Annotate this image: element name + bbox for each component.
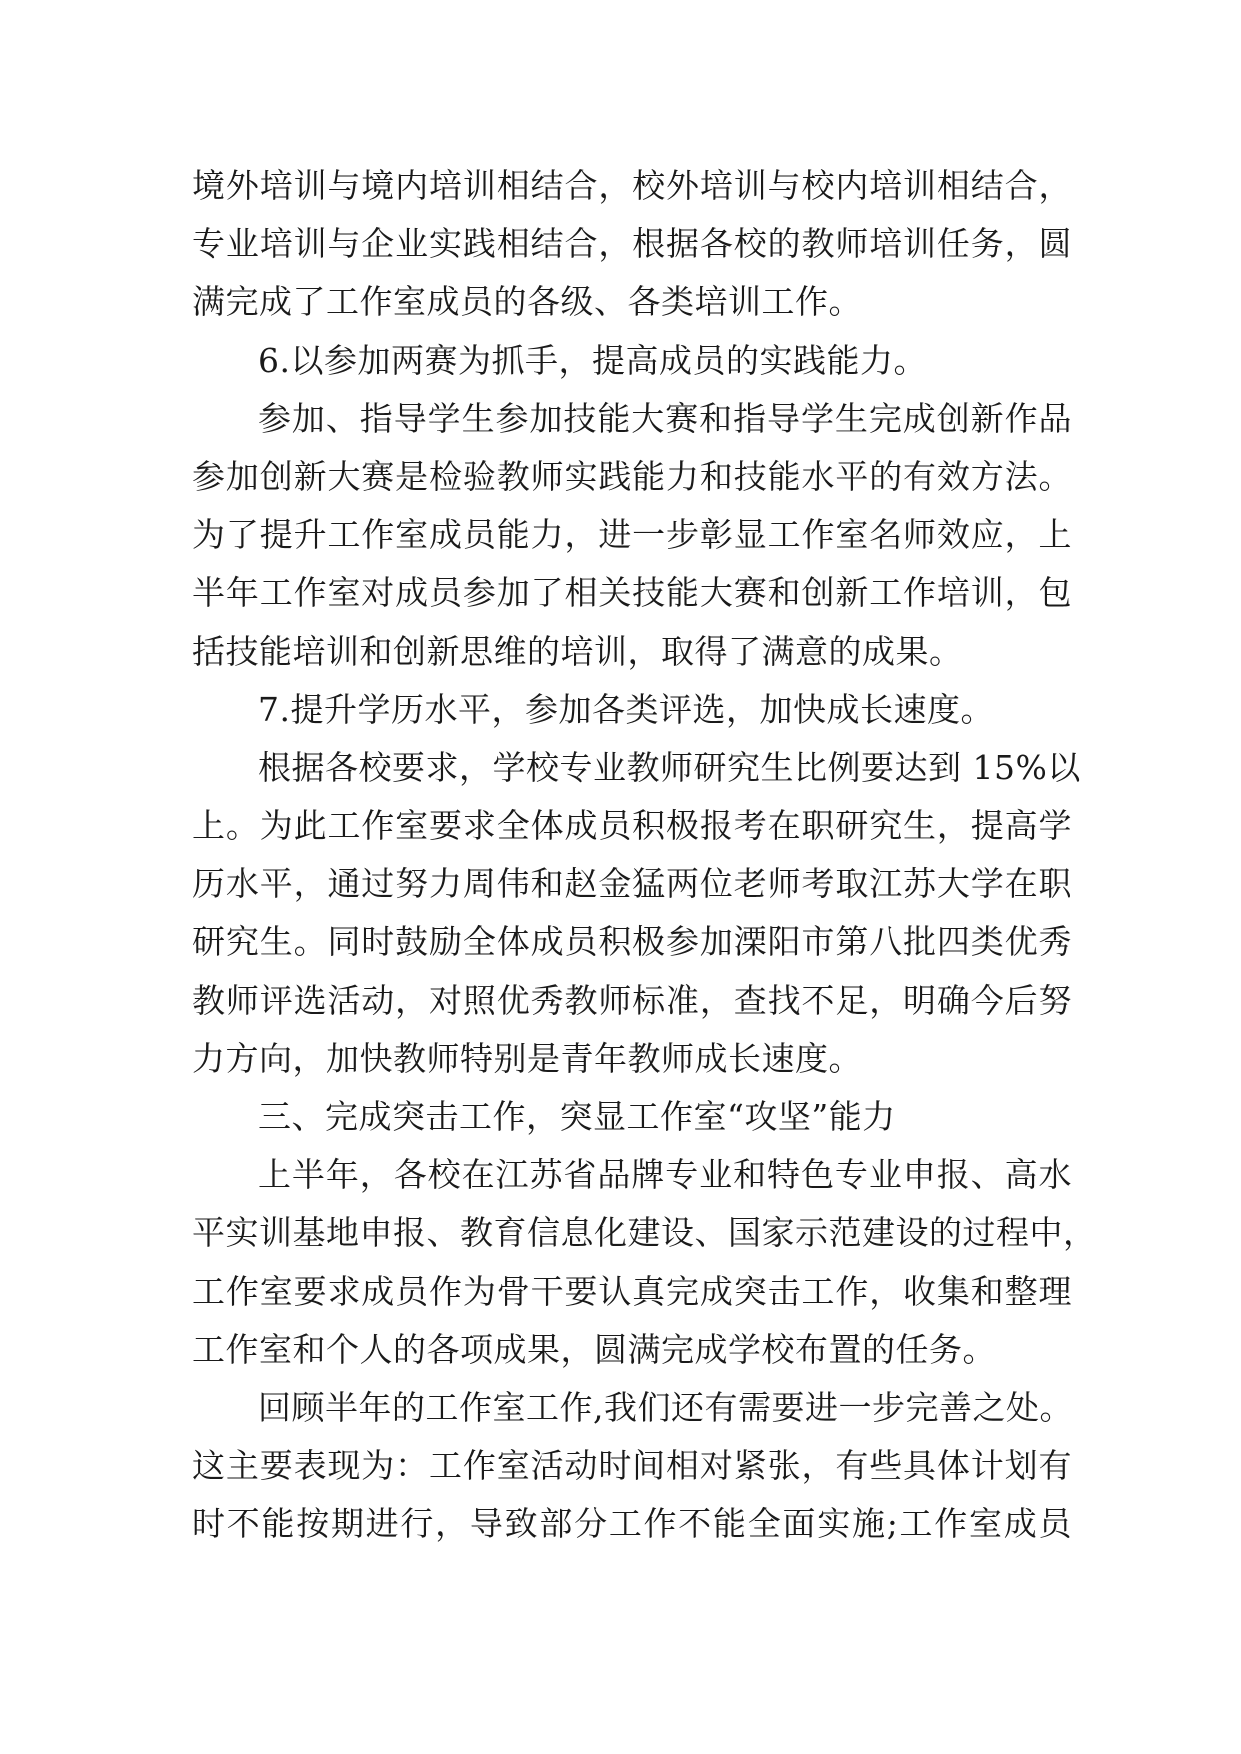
section-heading: 7.提升学历水平，参加各类评选，加快成长速度。	[258, 689, 994, 729]
text-line: 参加创新大赛是检验教师实践能力和技能水平的有效方法。	[192, 456, 1072, 496]
text-line: 专业培训与企业实践相结合，根据各校的教师培训任务，圆	[192, 224, 1072, 264]
text-line: 满完成了工作室成员的各级、各类培训工作。	[192, 282, 862, 322]
text-line: 上。为此工作室要求全体成员积极报考在职研究生，提高学	[192, 806, 1072, 846]
text-line: 为了提升工作室成员能力，进一步彰显工作室名师效应，上	[192, 515, 1072, 555]
text-line: 工作室和个人的各项成果，圆满完成学校布置的任务。	[192, 1329, 996, 1369]
document-body	[192, 157, 1097, 1554]
text-line: 研究生。同时鼓励全体成员积极参加溧阳市第八批四类优秀	[192, 922, 1072, 962]
text-line: 教师评选活动，对照优秀教师标准，查找不足，明确今后努	[192, 980, 1072, 1020]
text-line: 根据各校要求，学校专业教师研究生比例要达到 15%以	[258, 747, 1081, 787]
section-heading: 6.以参加两赛为抓手，提高成员的实践能力。	[258, 340, 927, 380]
text-line: 半年工作室对成员参加了相关技能大赛和创新工作培训，包	[192, 573, 1072, 613]
text-line: 工作室要求成员作为骨干要认真完成突击工作，收集和整理	[192, 1271, 1072, 1311]
text-line: 境外培训与境内培训相结合，校外培训与校内培训相结合，	[192, 166, 1072, 205]
text-line: 括技能培训和创新思维的培训，取得了满意的成果。	[192, 631, 963, 671]
text-line: 平实训基地申报、教育信息化建设、国家示范建设的过程中，	[192, 1213, 1097, 1253]
text-line: 历水平，通过努力周伟和赵金猛两位老师考取江苏大学在职	[192, 864, 1072, 904]
text-line: 参加、指导学生参加技能大赛和指导学生完成创新作品	[258, 398, 1072, 438]
text-line: 力方向，加快教师特别是青年教师成长速度。	[192, 1038, 862, 1078]
text-line: 上半年，各校在江苏省品牌专业和特色专业申报、高水	[258, 1155, 1072, 1195]
text-line: 回顾半年的工作室工作,我们还有需要进一步完善之处。	[258, 1387, 1073, 1427]
text-line: 这主要表现为：工作室活动时间相对紧张，有些具体计划有	[192, 1446, 1072, 1486]
section-heading: 三、完成突击工作，突显工作室“攻坚”能力	[258, 1097, 896, 1136]
text-line: 时不能按期进行，导致部分工作不能全面实施;工作室成员	[192, 1504, 1072, 1544]
